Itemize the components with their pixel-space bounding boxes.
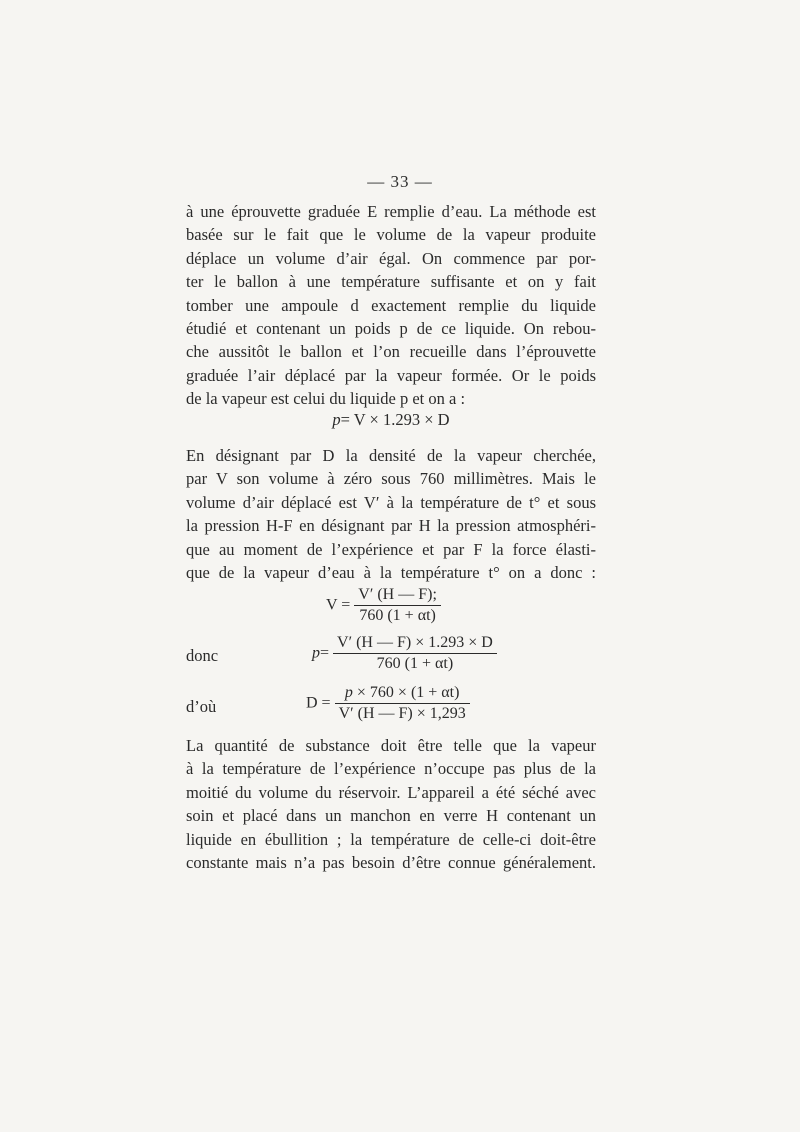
equation-lhs: p	[332, 410, 341, 429]
equation-lhs: D =	[306, 694, 331, 712]
equation-p	[312, 634, 497, 673]
numerator-rest: × 760 × (1 + αt)	[352, 684, 460, 701]
equation-lhs: p	[312, 644, 320, 662]
text-line: à la température de l’expérience n’occupe pas plus de la	[186, 759, 596, 779]
text-line: que de la vapeur d’eau à la température t° on a donc :	[186, 563, 596, 583]
text-line: étudié et contenant un poids p de ce liquide. On rebou-	[186, 319, 596, 339]
equation-lhs: V =	[326, 596, 351, 614]
text-line: En désignant par D la densité de la vapeur cherchée,	[186, 446, 596, 465]
text-line: graduée l’air déplacé par la vapeur formée. Or le poids	[186, 365, 596, 385]
equation-volume	[326, 586, 441, 625]
paragraph-2	[186, 444, 596, 584]
paragraph-1	[186, 200, 596, 411]
text-line: de la vapeur est celui du liquide p et on a :	[186, 389, 466, 409]
text-line: par V son volume à zéro sous 760 millimètres. Mais le	[186, 469, 596, 489]
page-number: — 33 —	[367, 172, 433, 191]
equation-density	[306, 684, 470, 723]
fraction-denominator: 760 (1 + αt)	[359, 607, 436, 624]
equals-sign: =	[320, 644, 330, 662]
equation-weight	[186, 410, 596, 430]
text-line: moitié du volume du réservoir. L’appareil a été séché avec	[186, 782, 596, 802]
text-line: basée sur le fait que le volume de la vapeur produite	[186, 225, 596, 245]
text-line: che aussitôt le ballon et l’on recueille dans l’éprouvette	[186, 342, 596, 362]
text-line: tomber une ampoule d exactement remplie du liquide	[186, 295, 596, 315]
fraction	[333, 634, 497, 673]
fraction-denominator: 760 (1 + αt)	[376, 655, 454, 672]
text-line: La quantité de substance doit être telle que la vapeur	[186, 736, 596, 755]
fraction-denominator: V′ (H — F) × 1,293	[338, 705, 466, 722]
equation-rhs: = V × 1.293 × D	[340, 410, 450, 429]
fraction-numerator	[335, 684, 470, 704]
text-line: liquide en ébullition ; la température de celle-ci doit-être	[186, 829, 596, 849]
text-line: à une éprouvette graduée E remplie d’eau. La méthode est	[186, 202, 596, 221]
label-donc: donc	[186, 646, 219, 665]
text-line: que au moment de l’expérience et par F la force élasti-	[186, 539, 596, 559]
fraction-numerator: V′ (H — F) × 1.293 × D	[333, 634, 497, 654]
fraction	[354, 586, 441, 625]
text-line: volume d’air déplacé est V′ à la température de t° et sous	[186, 492, 596, 512]
fraction	[335, 684, 470, 723]
text-line: déplace un volume d’air égal. On commence par por-	[186, 248, 596, 268]
numerator-p: p	[344, 684, 353, 701]
fraction-numerator: V′ (H — F);	[354, 586, 441, 606]
label-dou: d’où	[186, 697, 217, 716]
text-line: la pression H-F en désignant par H la pression atmosphéri-	[186, 516, 596, 536]
paragraph-3	[186, 734, 596, 874]
text-line: soin et placé dans un manchon en verre H contenant un	[186, 806, 596, 826]
text-line: ter le ballon à une température suffisante et on y fait	[186, 272, 596, 292]
text-line: constante mais n’a pas besoin d’être connue généralement.	[186, 853, 596, 873]
